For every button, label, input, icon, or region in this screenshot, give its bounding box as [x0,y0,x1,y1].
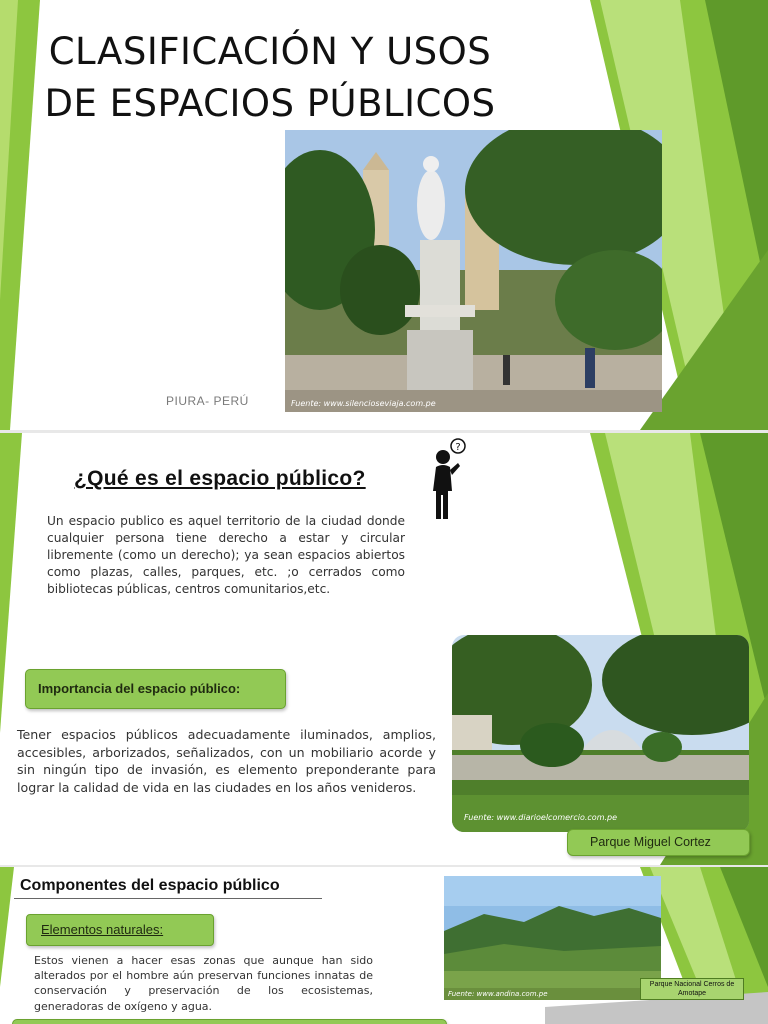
park-photo [452,635,749,832]
slide-components [0,867,768,1024]
natural-elements-paragraph: Estos vienen a hacer esas zonas que aunque han sido alterados por el hombre aún preservan funciones innatas de conservación y preservación de los ecosistemas, generadoras de oxígeno y agua. [34,954,373,1013]
photo-source: Fuente: www.silencioseviaja.com.pe [291,399,436,408]
title-line-2: DE ESPACIOS PÚBLICOS [44,82,496,125]
photo-source: Fuente: www.andina.com.pe [448,990,548,998]
person-question-icon [428,437,472,527]
slide-definition [0,433,768,865]
definition-paragraph: Un espacio publico es aquel territorio de la ciudad donde cualquier persona tiene derecho a estar y circular libremente (como un derecho); ya sean espacios abiertos como plazas, calles, parques, etc. ;o cerrados como bibliotecas públicas, centros comunitarios,etc. [47,514,405,596]
importance-label-text: Importancia del espacio público: [38,681,241,696]
importance-label [25,669,286,709]
title-line-1: CLASIFICACIÓN Y USOS [48,30,492,73]
slide-title-text [40,26,500,130]
plaza-photo [285,130,662,412]
location-text: PIURA- PERÚ [166,394,249,408]
natural-elements-text: Elementos naturales: [41,922,164,937]
natural-elements-label [26,914,214,946]
slide-title [0,0,768,430]
photo-source: Fuente: www.diarioelcomercio.com.pe [464,813,618,822]
next-section-label [12,1019,447,1024]
mountain-photo [444,876,661,1000]
park-name-text: Parque Miguel Cortez [590,835,711,849]
park-name-tag-text: Parque Nacional Cerros de Amotape [649,981,735,997]
title-underline [14,898,322,899]
svg-text:?: ? [455,442,461,453]
importance-paragraph: Tener espacios públicos adecuadamente iluminados, amplios, accesibles, arborizados, señalizados, con un mobiliario acorde y sin ningún tipo de invasión, es elemento preponderante para lograr la calidad de vida en las ciudades en los años venideros. [17,727,436,795]
question-title: ¿Qué es el espacio público? [74,467,366,490]
park-name-label [567,829,750,856]
park-name-tag [640,978,744,1000]
components-title: Componentes del espacio público [20,877,280,894]
